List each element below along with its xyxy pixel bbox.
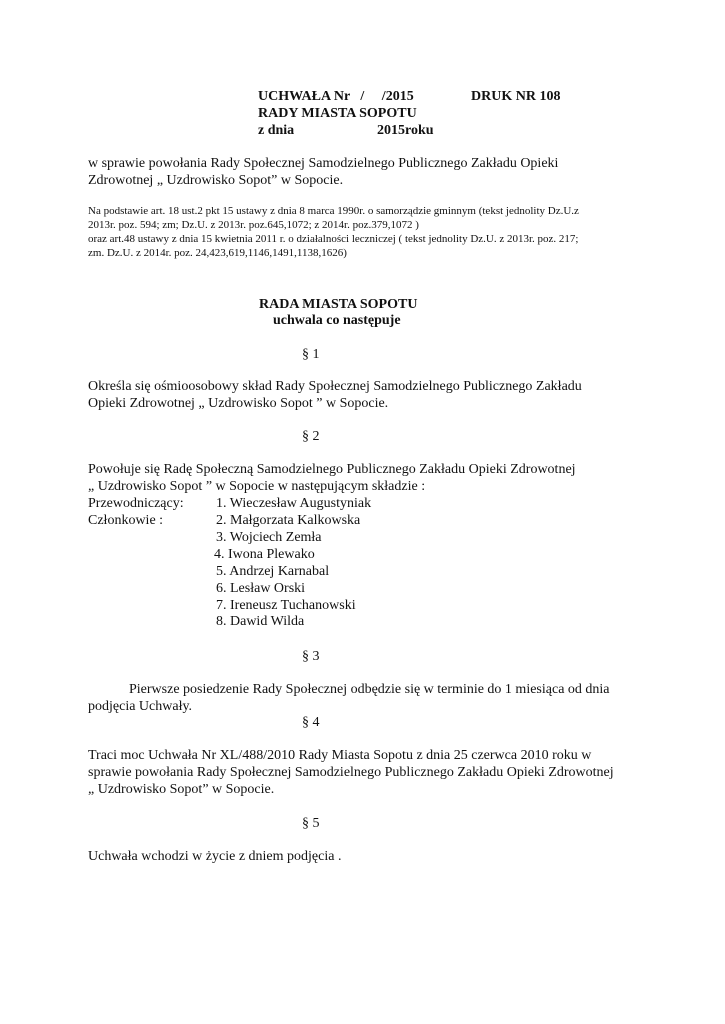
section-1-line-1: Określa się ośmioosobowy skład Rady Społecznej Samodzielnego Publicznego Zakładu <box>88 379 582 394</box>
subject-line-2: Zdrowotnej „ Uzdrowisko Sopot” w Sopocie. <box>88 173 344 188</box>
section-2-mark: § 2 <box>302 429 320 444</box>
section-1-mark: § 1 <box>302 347 320 362</box>
section-4-mark: § 4 <box>302 715 320 730</box>
chair-label: Przewodniczący: <box>88 496 184 511</box>
member-item: 1. Wieczesław Augustyniak <box>216 496 372 511</box>
member-item: 6. Lesław Orski <box>216 581 306 596</box>
member-item: 2. Małgorzata Kalkowska <box>216 513 361 528</box>
section-3-mark: § 3 <box>302 649 320 664</box>
resolves-heading: uchwala co następuje <box>273 313 401 328</box>
section-5-mark: § 5 <box>302 816 320 831</box>
legal-basis-line-1: Na podstawie art. 18 ust.2 pkt 15 ustawy z dnia 8 marca 1990r. o samorządzie gminnym (tekst jednolity Dz.U.z <box>88 205 579 217</box>
council-name: RADY MIASTA SOPOTU <box>258 106 417 121</box>
member-item: 3. Wojciech Zemła <box>216 530 322 545</box>
section-4-line-1: Traci moc Uchwała Nr XL/488/2010 Rady Miasta Sopotu z dnia 25 czerwca 2010 roku w <box>88 748 592 763</box>
legal-basis-line-4: zm. Dz.U. z 2014r. poz. 24,423,619,1146,1491,1138,1626) <box>88 247 347 259</box>
section-3-line-1: Pierwsze posiedzenie Rady Społecznej odbędzie się w terminie do 1 miesiąca od dnia <box>129 682 610 697</box>
member-item: 7. Ireneusz Tuchanowski <box>216 598 356 613</box>
section-4-line-2: sprawie powołania Rady Społecznej Samodzielnego Publicznego Zakładu Opieki Zdrowotnej <box>88 765 614 780</box>
resolution-number: UCHWAŁA Nr / /2015 <box>258 89 414 104</box>
member-item: 4. Iwona Plewako <box>214 547 315 562</box>
section-5-line-1: Uchwała wchodzi w życie z dniem podjęcia . <box>88 849 342 864</box>
member-item: 8. Dawid Wilda <box>216 614 305 629</box>
legal-basis-line-2: 2013r. poz. 594; zm; Dz.U. z 2013r. poz.645,1072; z 2014r. poz.379,1072 ) <box>88 219 419 231</box>
section-4-line-3: „ Uzdrowisko Sopot” w Sopocie. <box>88 782 275 797</box>
section-2-line-2: „ Uzdrowisko Sopot ” w Sopocie w następującym składzie : <box>88 479 426 494</box>
member-item: 5. Andrzej Karnabal <box>216 564 330 579</box>
section-1-line-2: Opieki Zdrowotnej „ Uzdrowisko Sopot ” w Sopocie. <box>88 396 389 411</box>
date-label: z dnia <box>258 123 295 138</box>
legal-basis-line-3: oraz art.48 ustawy z dnia 15 kwietnia 2011 r. o działalności leczniczej ( tekst jednolity Dz.U. z 2013r. poz. 217; <box>88 233 579 245</box>
section-3-line-2: podjęcia Uchwały. <box>88 699 193 714</box>
members-label: Członkowie : <box>88 513 164 528</box>
date-year: 2015roku <box>377 123 434 138</box>
section-2-line-1: Powołuje się Radę Społeczną Samodzielnego Publicznego Zakładu Opieki Zdrowotnej <box>88 462 576 477</box>
subject-line-1: w sprawie powołania Rady Społecznej Samodzielnego Publicznego Zakładu Opieki <box>88 156 559 171</box>
council-heading: RADA MIASTA SOPOTU <box>259 297 418 312</box>
print-number: DRUK NR 108 <box>471 89 561 104</box>
